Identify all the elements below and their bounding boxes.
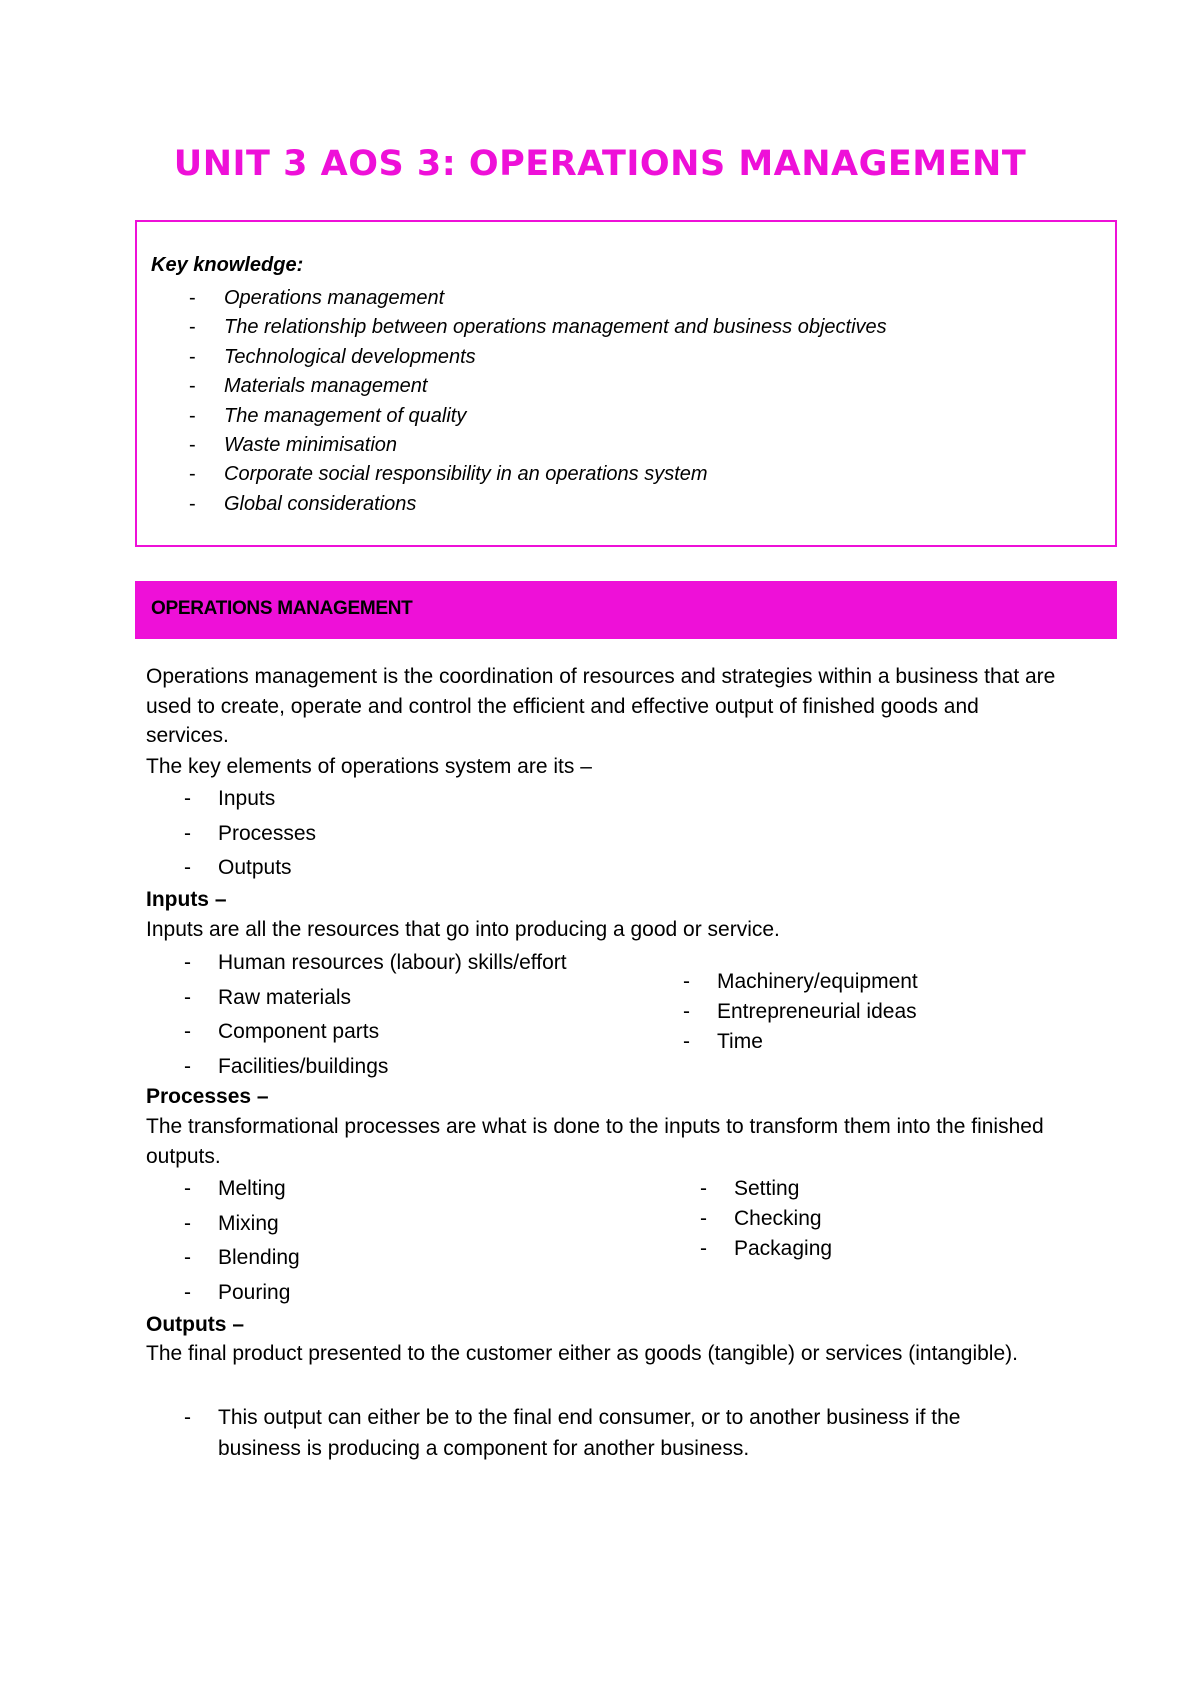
intro-paragraph: Operations management is the coordination of resources and strategies within a business that are used to create, operate and control the efficient and effective output of finished goods and services. — [146, 665, 1056, 747]
input-item: - Machinery/equipment — [645, 967, 918, 997]
outputs-note — [146, 1402, 1046, 1464]
key-elements-list — [146, 782, 316, 886]
key-knowledge-item: - The relationship between operations management and business objectives — [137, 313, 887, 342]
key-knowledge-item: - Technological developments — [137, 343, 887, 372]
key-knowledge-item: - Operations management — [137, 284, 887, 313]
inputs-left-list — [146, 946, 567, 1084]
page-title: UNIT 3 AOS 3: OPERATIONS MANAGEMENT — [173, 144, 1027, 184]
process-item: - Pouring — [146, 1276, 300, 1311]
input-item: - Entrepreneurial ideas — [645, 997, 918, 1027]
input-item: - Component parts — [146, 1015, 567, 1050]
key-knowledge-item: - The management of quality — [137, 402, 887, 431]
section-header-bar — [135, 581, 1117, 639]
process-item: - Packaging — [662, 1234, 832, 1264]
input-item: - Facilities/buildings — [146, 1050, 567, 1085]
inputs-description: Inputs are all the resources that go into producing a good or service. — [146, 918, 780, 941]
key-element-item: - Outputs — [146, 851, 316, 886]
inputs-heading: Inputs – — [146, 888, 227, 911]
input-item: - Human resources (labour) skills/effort — [146, 946, 567, 981]
key-knowledge-list — [137, 284, 887, 519]
key-knowledge-heading: Key knowledge: — [151, 254, 304, 276]
process-item: - Setting — [662, 1174, 832, 1204]
dash-marker: - — [184, 1406, 191, 1429]
process-item: - Blending — [146, 1241, 300, 1276]
key-knowledge-item: - Global considerations — [137, 490, 887, 519]
processes-right-list — [662, 1174, 832, 1264]
key-elements-lead: The key elements of operations system are its – — [146, 755, 592, 778]
outputs-description: The final product presented to the customer either as goods (tangible) or services (intangible). — [146, 1342, 1018, 1365]
key-knowledge-item: - Materials management — [137, 372, 887, 401]
outputs-heading: Outputs – — [146, 1313, 244, 1336]
section-heading: OPERATIONS MANAGEMENT — [151, 598, 413, 619]
processes-left-list — [146, 1172, 300, 1310]
outputs-note-text: This output can either be to the final end consumer, or to another business if the business is producing a component for another business. — [218, 1406, 961, 1460]
key-element-item: - Processes — [146, 817, 316, 852]
inputs-right-list — [645, 967, 918, 1057]
key-knowledge-box — [135, 220, 1117, 547]
process-item: - Melting — [146, 1172, 300, 1207]
key-knowledge-item: - Waste minimisation — [137, 431, 887, 460]
input-item: - Raw materials — [146, 981, 567, 1016]
processes-description: The transformational processes are what is done to the inputs to transform them into the finished outputs. — [146, 1115, 1044, 1168]
key-knowledge-item: - Corporate social responsibility in an operations system — [137, 460, 887, 489]
input-item: - Time — [645, 1027, 918, 1057]
process-item: - Mixing — [146, 1207, 300, 1242]
key-element-item: - Inputs — [146, 782, 316, 817]
processes-heading: Processes – — [146, 1085, 269, 1108]
process-item: - Checking — [662, 1204, 832, 1234]
